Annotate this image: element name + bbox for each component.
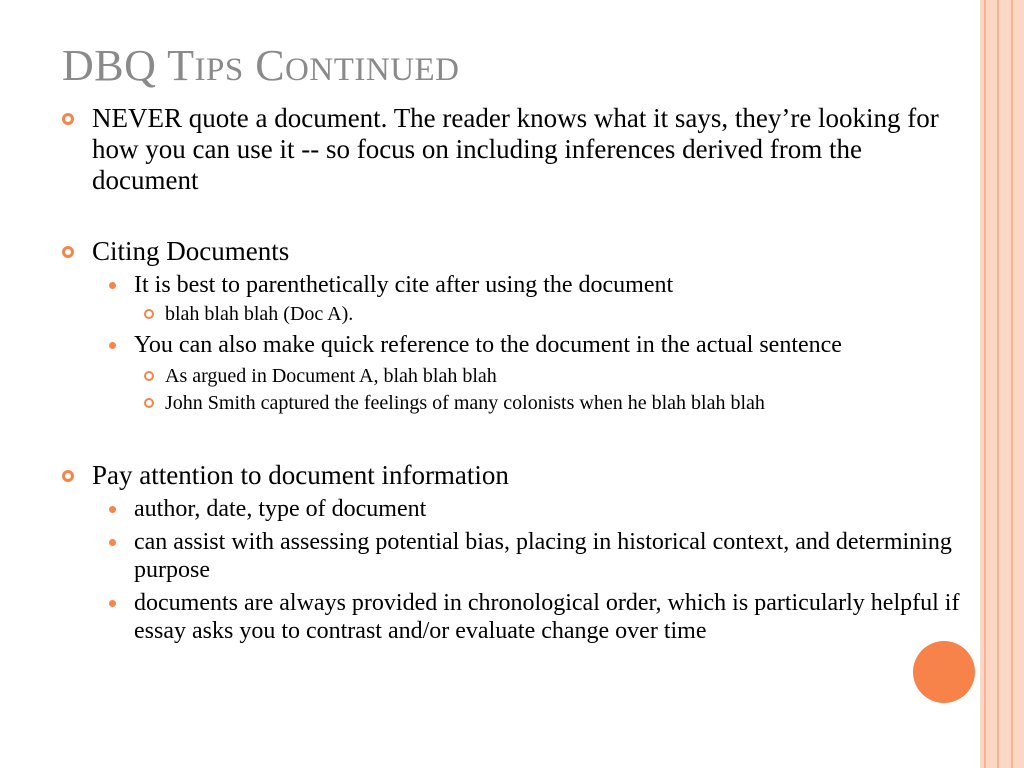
bullet-ring-icon [62, 246, 74, 258]
bullet-text: As argued in Document A, blah blah blah [165, 365, 497, 387]
bullet-list [62, 103, 967, 645]
sub-sub-bullet-item [62, 302, 967, 326]
sub-bullet-item [62, 331, 967, 359]
slide-title [62, 40, 460, 96]
spacer [62, 196, 967, 236]
title-mid: C [243, 41, 286, 90]
bullet-dot-icon [109, 600, 116, 607]
sub-sub-bullet-item [62, 364, 967, 388]
sub-bullet-item [62, 271, 967, 299]
decorative-side-stripes [980, 0, 1024, 768]
stripe [999, 0, 1011, 768]
sub-bullet-item [62, 589, 967, 645]
bullet-item [62, 236, 967, 267]
bullet-text: can assist with assessing potential bias, placing in historical context, and determining purpose [134, 529, 952, 583]
sub-sub-bullet-item [62, 391, 967, 415]
bullet-text: You can also make quick reference to the document in the actual sentence [134, 332, 842, 358]
title-lead: DBQ T [62, 41, 195, 90]
spacer [62, 415, 967, 460]
stripe [1013, 0, 1024, 768]
title-small-caps: ONTINUED [285, 52, 460, 88]
bullet-ring-icon [144, 309, 154, 319]
bullet-text: Citing Documents [92, 236, 290, 266]
bullet-ring-icon [62, 470, 74, 482]
bullet-text: blah blah blah (Doc A). [165, 303, 354, 325]
bullet-text: It is best to parenthetically cite after using the document [134, 272, 674, 298]
stripe [986, 0, 997, 768]
bullet-item [62, 460, 967, 491]
bullet-dot-icon [109, 282, 116, 289]
bullet-text: documents are always provided in chronological order, which is particularly helpful if essay asks you to contrast and/or evaluate change over time [134, 590, 960, 644]
bullet-dot-icon [109, 342, 116, 349]
bullet-ring-icon [144, 398, 154, 408]
bullet-dot-icon [109, 539, 116, 546]
sub-bullet-item [62, 528, 967, 584]
sub-bullet-item [62, 495, 967, 523]
bullet-text: author, date, type of document [134, 496, 427, 522]
bullet-ring-icon [62, 113, 74, 125]
title-small-caps: IPS [194, 52, 244, 88]
bullet-ring-icon [144, 371, 154, 381]
bullet-text: NEVER quote a document. The reader knows what it says, they’re looking for how you can use it -- so focus on including inferences derived from the document [92, 103, 939, 195]
bullet-text: Pay attention to document information [92, 460, 509, 490]
decorative-orange-circle [913, 641, 975, 703]
bullet-text: John Smith captured the feelings of many colonists when he blah blah blah [165, 392, 765, 414]
bullet-item [62, 103, 967, 196]
bullet-dot-icon [109, 506, 116, 513]
